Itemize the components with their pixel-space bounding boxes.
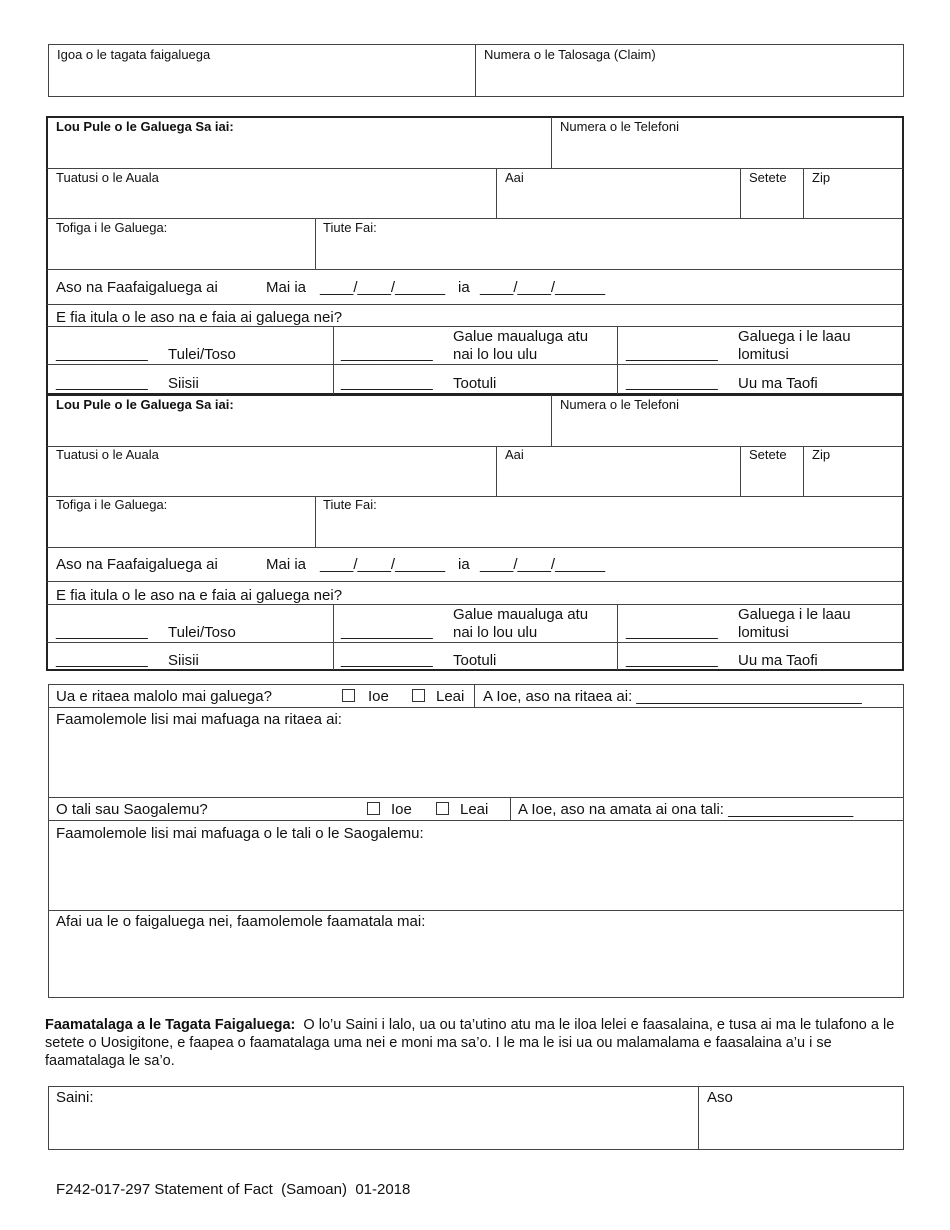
employer-2-end-date-field[interactable]: ____/____/______ [480,556,606,573]
statement-heading: Faamatalaga a le Tagata Faigaluega: [45,1017,296,1033]
employer-1-from-label: Mai ia [266,279,307,296]
employer-1-overhead-field[interactable]: ___________ [341,345,433,362]
employer-1-state-label: Setete [749,170,787,185]
retired-reasons-field[interactable] [49,730,903,796]
illness-date-prompt[interactable]: A Ioe, aso na amata ai ona tali: _______________ [518,801,854,818]
claimant-statement [45,1016,905,1070]
signature-field[interactable] [49,1108,697,1149]
claim-number-field[interactable] [476,62,903,96]
retired-no-checkbox[interactable] [412,689,425,702]
employer-2-zip-label: Zip [812,447,831,462]
illness-no-label: Leai [460,801,489,818]
employer-2-label: Lou Pule o le Galuega Sa iai: [56,397,234,412]
illness-question: O tali sau Saogalemu? [56,801,208,818]
employer-1-phone-label: Numera o le Telefoni [560,119,679,134]
statement-body: O lo’u Saini i lalo, ua ou ta’utino atu ma le iloa lelei e faasalaina, e tusa ai ma le tulafono a le setete o Uosigitone, e faapea o faamatalaga uma nei e moni ma sa’o. I le ma le isi ua ou malamalama e faasalaina a’u i se faamatalaga le sa’o. [45,1017,895,1069]
employer-2-walk-label: Siisii [168,652,199,669]
employer-1-duties-field[interactable] [316,236,902,268]
signature-label: Saini: [56,1089,94,1106]
employer-2-keyboard-field[interactable]: ___________ [626,623,718,640]
retired-reasons-label: Faamolemole lisi mai mafuaga na ritaea ai: [56,711,342,728]
employer-1-field[interactable] [48,136,550,167]
employer-1-city-label: Aai [505,170,524,185]
claimant-name-field[interactable] [49,62,474,96]
employer-1-kneel-field[interactable]: ___________ [341,374,433,391]
employer-1-start-date-field[interactable]: ____/____/______ [320,279,446,296]
employer-1-street-field[interactable] [48,186,495,217]
employer-2-phone-label: Numera o le Telefoni [560,397,679,412]
employer-2-job-title-label: Tofiga i le Galuega: [56,497,168,512]
employer-2-stand-label: Uu ma Taofi [738,652,818,669]
employer-1-push-pull-label: Tulei/Toso [168,346,236,363]
employer-1-push-pull-field[interactable]: ___________ [56,345,148,362]
illness-reasons-field[interactable] [49,843,903,909]
employer-2-city-label: Aai [505,447,524,462]
retired-date-prompt[interactable]: A Ioe, aso na ritaea ai: ___________________________ [483,688,862,705]
employer-2-city-field[interactable] [497,464,739,495]
employer-2-street-field[interactable] [48,464,495,495]
employer-1-street-label: Tuatusi o le Auala [56,170,159,185]
employer-2-push-pull-field[interactable]: ___________ [56,623,148,640]
form-id: F242-017-297 Statement of Fact (Samoan) 01-2018 [56,1181,411,1198]
employer-2-dates-label: Aso na Faafaigaluega ai [56,556,218,573]
employer-1-job-title-label: Tofiga i le Galuega: [56,220,168,235]
claim-number-label: Numera o le Talosaga (Claim) [484,47,656,62]
employer-2-duties-label: Tiute Fai: [323,497,377,512]
employer-1-zip-label: Zip [812,170,831,185]
employer-1-kneel-label: Tootuli [453,375,497,392]
employer-1-state-field[interactable] [741,186,802,217]
employer-1-stand-field[interactable]: ___________ [626,374,718,391]
employer-2-from-label: Mai ia [266,556,307,573]
retired-no-label: Leai [436,688,465,705]
illness-yes-label: Ioe [391,801,412,818]
employer-1-keyboard-label-1: Galuega i le laau [738,328,851,345]
employer-1-phone-field[interactable] [552,136,902,167]
retired-yes-label: Ioe [368,688,389,705]
employer-2-state-label: Setete [749,447,787,462]
employer-2-hours-question: E fia itula o le aso na e faia ai galuega nei? [56,587,343,604]
employer-1-keyboard-label-2: lomitusi [738,346,789,363]
retired-yes-checkbox[interactable] [342,689,355,702]
employer-2-walk-field[interactable]: ___________ [56,651,148,668]
employer-2-street-label: Tuatusi o le Auala [56,447,159,462]
employer-2-start-date-field[interactable]: ____/____/______ [320,556,446,573]
employer-1-overhead-label-2: nai lo lou ulu [453,346,538,363]
employer-1-end-date-field[interactable]: ____/____/______ [480,279,606,296]
employer-2-kneel-field[interactable]: ___________ [341,651,433,668]
employer-1-job-title-field[interactable] [48,236,314,268]
illness-yes-checkbox[interactable] [367,802,380,815]
employer-2-field[interactable] [48,414,550,445]
employer-1-to-label: ia [458,279,470,296]
employer-2-job-title-field[interactable] [48,514,314,546]
illness-no-checkbox[interactable] [436,802,449,815]
employer-1-duties-label: Tiute Fai: [323,220,377,235]
signature-date-label: Aso [707,1089,733,1106]
employer-1-walk-field[interactable]: ___________ [56,374,148,391]
employer-1-stand-label: Uu ma Taofi [738,375,818,392]
employer-2-keyboard-label-2: lomitusi [738,624,789,641]
claimant-name-label: Igoa o le tagata faigaluega [57,47,211,62]
employer-2-state-field[interactable] [741,464,802,495]
not-working-label: Afai ua le o faigaluega nei, faamolemole faamatala mai: [56,913,426,930]
employer-2-phone-field[interactable] [552,414,902,445]
employer-2-stand-field[interactable]: ___________ [626,651,718,668]
not-working-field[interactable] [49,932,903,997]
illness-reasons-label: Faamolemole lisi mai mafuaga o le tali o le Saogalemu: [56,825,424,842]
employer-2-push-pull-label: Tulei/Toso [168,624,236,641]
employer-2-overhead-label-1: Galue maualuga atu [453,606,589,623]
employer-2-duties-field[interactable] [316,514,902,546]
employer-2-overhead-field[interactable]: ___________ [341,623,433,640]
employer-2-to-label: ia [458,556,470,573]
employer-2-overhead-label-2: nai lo lou ulu [453,624,538,641]
employer-1-zip-field[interactable] [804,186,902,217]
employer-2-keyboard-label-1: Galuega i le laau [738,606,851,623]
employer-2-kneel-label: Tootuli [453,652,497,669]
signature-date-field[interactable] [699,1108,903,1149]
employer-1-hours-question: E fia itula o le aso na e faia ai galuega nei? [56,309,343,326]
retired-question: Ua e ritaea malolo mai galuega? [56,688,272,705]
employer-1-overhead-label-1: Galue maualuga atu [453,328,589,345]
employer-1-keyboard-field[interactable]: ___________ [626,345,718,362]
employer-1-city-field[interactable] [497,186,739,217]
employer-1-dates-label: Aso na Faafaigaluega ai [56,279,218,296]
employer-1-label: Lou Pule o le Galuega Sa iai: [56,119,234,134]
employer-1-walk-label: Siisii [168,375,199,392]
employer-2-zip-field[interactable] [804,464,902,495]
